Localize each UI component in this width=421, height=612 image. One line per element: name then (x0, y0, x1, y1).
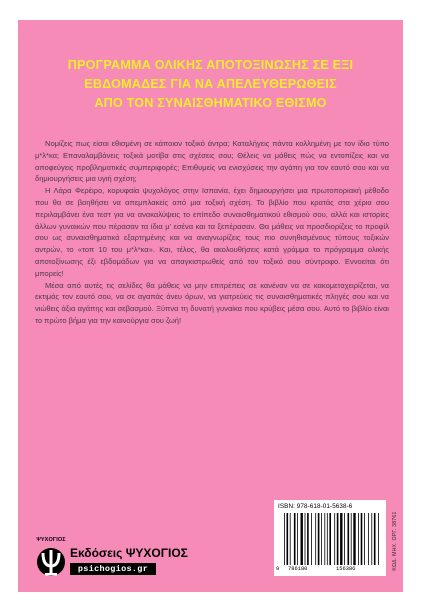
cover-headline (38, 56, 383, 113)
blurb-paragraph: Μέσα από αυτές τις σελίδες θα μάθεις να μην επιτρέπεις σε κανέναν να σε κακομεταχειρίζεται, να εκτιμάς τον εαυτό σου, να σε αγαπάς άνευ όρων, να γιατρεύεις τις συναισθηματικές πληγές σου και να νιώθεις άξια αγάπης και σεβασμού. Ξύπνα τη δυνατή γυναίκα που κρύβεις μέσα σου. Αυτό το βιβλίο είναι το πρώτο βήμα για την καινούργια σου ζωή! (35, 280, 389, 325)
publisher-url: psichogios.gr (70, 563, 156, 575)
headline-line: ΠΡΟΓΡΑΜΜΑ ΟΛΙΚΗΣ ΑΠΟΤΟΞΙΝΩΣΗΣ ΣΕ ΕΞΙ (67, 58, 354, 72)
isbn-barcode (274, 500, 386, 576)
psi-symbol-icon (34, 537, 68, 581)
logo-mark-word: ΨΥΧΟΓΙΟΣ (36, 537, 66, 543)
isbn-number: ISBN: 978-618-01-5638-6 (278, 503, 353, 510)
headline-line: ΑΠΟ ΤΟΝ ΣΥΝΑΙΣΘΗΜΑΤΙΚΟ ΕΘΙΣΜΟ (94, 96, 327, 110)
blurb-paragraph: Νομίζεις πως είσαι εθισμένη σε κάποιον τοξικό άντρα; Καταλήγεις πάντα κολλημένη με τον ίδιο τύπο μ*λ*κα; Επαναλαμβάνεις τοξικά μοτίβα στις σχέσεις σου; Θέλεις να μάθεις πώς να εντοπίζεις και να αποφεύγεις προβληματικές συμπεριφορές; Επιθυμείς να ενισχύσεις την αγάπη για τον εαυτό σου και να δημιουργήσεις μια υγιή σχέση; (35, 139, 389, 184)
barcode-digits-left: 786180 (288, 566, 308, 572)
barcode-digit-lead: 9 (276, 566, 280, 572)
psi-logo-icon (34, 537, 68, 581)
back-cover-blurb (35, 138, 389, 327)
barcode-bars-icon (278, 513, 382, 567)
publisher-logo (34, 537, 204, 581)
headline-line: ΕΒΔΟΜΑΔΕΣ ΓΙΑ ΝΑ ΑΠΕΛΕΥΘΕΡΩΘΕΙΣ (84, 77, 337, 91)
side-code (390, 504, 400, 578)
barcode-digits-right: 156386 (336, 566, 356, 572)
blurb-paragraph: Η Λάρα Φερέιρο, κορυφαία ψυχολόγος στην Ισπανία, έχει δημιουργήσει μια πρωτοποριακή μέθοδο που θα σε βοηθήσει να απεμπλακείς από μια τοξική σχέση. Το βιβλίο που κρατάς στα χέρια σου περιλαμβάνει ένα τεστ για να ανακαλύψεις το επίπεδο συναισθηματικού εθισμού σου, αλλά και ιστορίες άλλων γυναικών που πέρασαν τα ίδια μ' εσένα και τα ξεπέρασαν. Θα μάθεις να προσδιορίζεις το προφίλ σου ως συναισθηματικά εξαρτημένης και να αναγνωρίζεις τους πιο συνηθισμένους τύπους τοξικών αντρών, το «τοπ 10 του μ*λ*κα». Και, τέλος, θα ακολουθήσεις κατά γράμμα το πρόγραμμα ολικής αποτοξίνωσης έξι εβδομάδων για να απαγκιστρωθείς από τον τοξικό σου σύντροφο. Εννοείται ότι μπορείς! (35, 186, 389, 278)
publisher-name: Εκδόσεις ΨΥΧΟΓΙΟΣ (70, 546, 188, 560)
back-cover (18, 20, 403, 592)
side-code-text: ΚΩΔ. ΜΗΧ. ΟΡΓ. 38761 (392, 511, 398, 571)
